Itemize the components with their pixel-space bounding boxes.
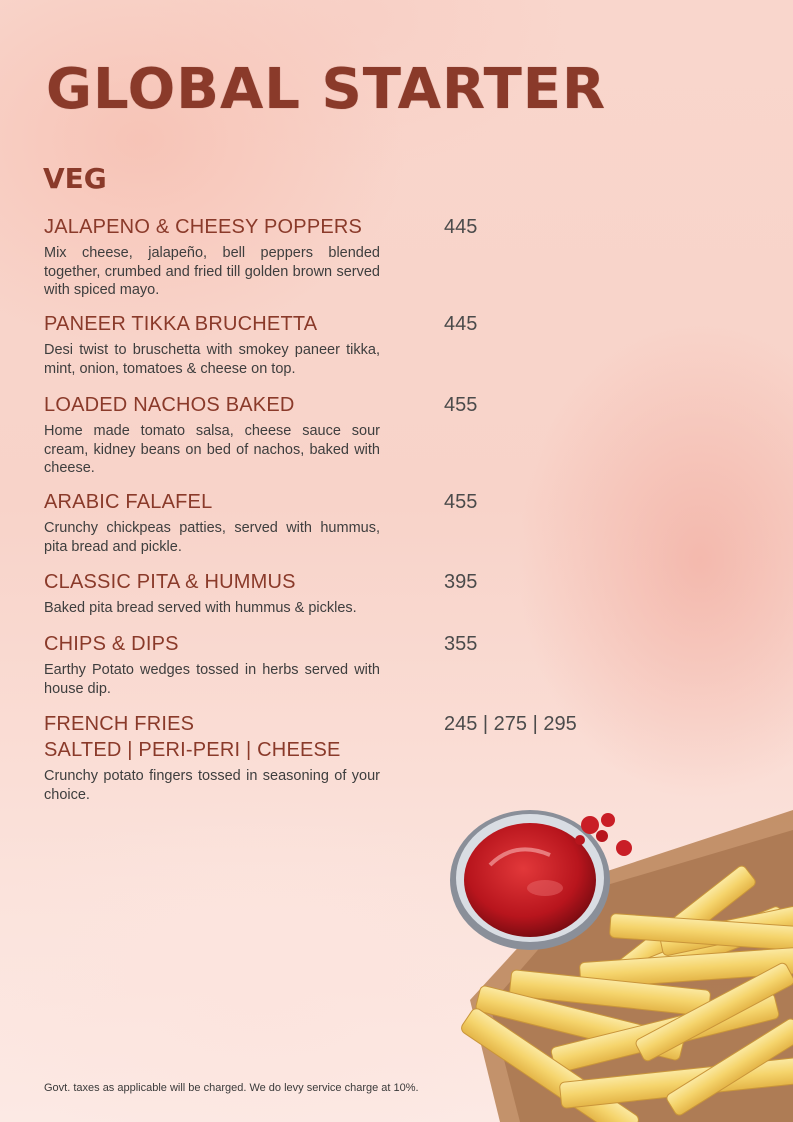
item-name: ARABIC FALAFEL <box>44 491 213 513</box>
item-description: Crunchy chickpeas patties, served with hummus, pita bread and pickle. <box>44 520 380 555</box>
item-price: 245 | 275 | 295 <box>444 713 577 735</box>
item-name: CHIPS & DIPS <box>44 633 179 655</box>
item-options: SALTED | PERI-PERI | CHEESE <box>44 739 341 761</box>
item-price: 395 <box>444 571 478 593</box>
item-name: PANEER TIKKA BRUCHETTA <box>44 313 318 335</box>
item-description: Earthy Potato wedges tossed in herbs served with house dip. <box>44 662 380 697</box>
menu-item <box>44 214 584 300</box>
menu-item <box>44 392 584 478</box>
item-name: CLASSIC PITA & HUMMUS <box>44 571 296 593</box>
fries-and-ketchup-illustration <box>430 770 793 1122</box>
page-title: GLOBAL STARTER <box>46 57 607 122</box>
menu-item <box>44 569 584 618</box>
menu-item <box>44 631 584 698</box>
item-price: 445 <box>444 216 478 238</box>
item-price: 445 <box>444 313 478 335</box>
menu-item <box>44 489 584 556</box>
menu-item <box>44 311 584 378</box>
item-price: 455 <box>444 394 478 416</box>
item-name: LOADED NACHOS BAKED <box>44 394 295 416</box>
item-description: Home made tomato salsa, cheese sauce sour cream, kidney beans on bed of nachos, baked with cheese. <box>44 423 380 476</box>
item-name: FRENCH FRIES <box>44 713 195 735</box>
item-price: 455 <box>444 491 478 513</box>
section-heading-veg: VEG <box>43 162 107 195</box>
item-price: 355 <box>444 633 478 655</box>
tax-disclaimer: Govt. taxes as applicable will be charged. We do levy service charge at 10%. <box>44 1082 419 1094</box>
item-description: Baked pita bread served with hummus & pickles. <box>44 600 357 616</box>
item-description: Crunchy potato fingers tossed in seasoning of your choice. <box>44 768 380 803</box>
item-description: Mix cheese, jalapeño, bell peppers blended together, crumbed and fried till golden brown served with spiced mayo. <box>44 245 380 298</box>
item-description: Desi twist to bruschetta with smokey paneer tikka, mint, onion, tomatoes & cheese on top. <box>44 342 380 377</box>
item-name: JALAPENO & CHEESY POPPERS <box>44 216 363 238</box>
